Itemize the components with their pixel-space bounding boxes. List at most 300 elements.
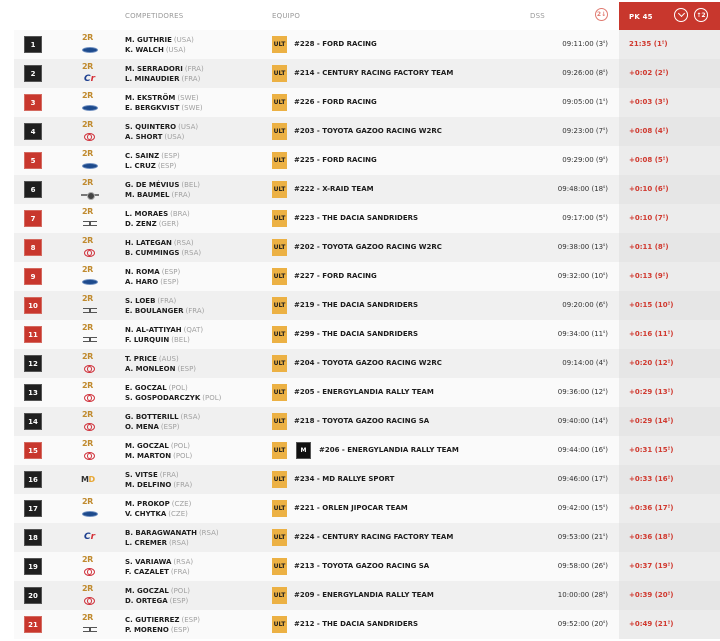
codriver-name[interactable]: S. GOSPODARCZYK — [125, 394, 201, 402]
dss-time: 09:42:00 $(15^º)$ — [557, 504, 608, 512]
stage-time: +0:15 $(10^º)$ — [629, 301, 674, 309]
codriver-name[interactable]: M. DELFINO — [125, 481, 172, 489]
position-badge: 3 — [24, 94, 42, 111]
class-badge-ult[interactable]: ULT — [272, 65, 287, 82]
dss-time: 09:53:00 $(21^º)$ — [557, 533, 608, 541]
team-name[interactable]: #214 - CENTURY RACING FACTORY TEAM — [294, 69, 454, 77]
codriver-nationality: (BEL) — [171, 336, 190, 344]
team-name[interactable]: #299 - THE DACIA SANDRIDERS — [294, 330, 419, 338]
team-name[interactable]: #221 - ORLEN JIPOCAR TEAM — [294, 504, 408, 512]
codriver-name[interactable]: A. HARO — [125, 278, 159, 286]
driver-nationality: (ESP) — [161, 268, 181, 276]
stage-time: +0:10 $(6^º)$ — [629, 185, 669, 193]
dss-time: 10:00:00 $(28^º)$ — [557, 591, 608, 599]
position-badge: 6 — [24, 181, 42, 198]
codriver-name[interactable]: E. BERGKVIST — [125, 104, 180, 112]
driver-name[interactable]: M. GOCZAL — [125, 587, 169, 595]
results-table — [14, 0, 720, 639]
class-badge-ult[interactable]: ULT — [272, 123, 287, 140]
position-badge: 4 — [24, 123, 42, 140]
dss-time: 09:14:00 $(4^º)$ — [562, 359, 608, 367]
tyre-2r-icon: 2R — [82, 207, 93, 216]
tyre-2r-icon: 2R — [82, 584, 93, 593]
header-competitors: COMPETIDORES — [125, 12, 184, 20]
driver-nationality: (CZE) — [171, 500, 192, 508]
dss-time: 09:20:00 $(6^º)$ — [562, 301, 608, 309]
codriver-nationality: (USA) — [164, 133, 185, 141]
table-row[interactable] — [14, 88, 720, 117]
driver-name[interactable]: N. AL-ATTIYAH — [125, 326, 182, 334]
codriver-name[interactable]: L. MINAUDIER — [125, 75, 180, 83]
codriver-name[interactable]: D. ZENZ — [125, 220, 157, 228]
toyota-logo-icon — [84, 133, 95, 141]
tyre-2r-icon: 2R — [82, 33, 93, 42]
driver-name[interactable]: C. SAINZ — [125, 152, 160, 160]
position-badge: 10 — [24, 297, 42, 314]
table-row[interactable] — [14, 59, 720, 88]
team-name[interactable]: #219 - THE DACIA SANDRIDERS — [294, 301, 419, 309]
mini-logo-icon — [81, 192, 99, 198]
tyre-2r-icon: 2R — [82, 323, 93, 332]
codriver-name[interactable]: A. MONLEON — [125, 365, 176, 373]
codriver-name[interactable]: B. CUMMINGS — [125, 249, 180, 257]
stage-label: PK 45 — [629, 13, 653, 21]
toyota-logo-icon — [84, 394, 95, 402]
team-name[interactable]: #227 - FORD RACING — [294, 272, 377, 280]
tyre-2r-icon: 2R — [82, 381, 93, 390]
class-badge-ult[interactable]: ULT — [272, 471, 287, 488]
dss-time: 09:58:00 $(26^º)$ — [557, 562, 608, 570]
driver-nationality: (FRA) — [184, 65, 204, 73]
crew[interactable] — [125, 35, 194, 55]
ford-logo-icon — [82, 163, 98, 169]
crew[interactable] — [125, 586, 190, 606]
codriver-nationality: (FRA) — [171, 191, 191, 199]
crew[interactable] — [125, 64, 204, 84]
stage-time: +0:02 $(2^º)$ — [629, 69, 669, 77]
stage-time: +0:36 $(18^º)$ — [629, 533, 674, 541]
class-badge-ult[interactable]: ULT — [272, 210, 287, 227]
dss-time: 09:38:00 $(13^º)$ — [557, 243, 608, 251]
driver-name[interactable]: S. VARIAWA — [125, 558, 172, 566]
car-logos — [80, 584, 100, 608]
driver-nationality: (RSA) — [180, 413, 201, 421]
codriver-name[interactable]: O. MENA — [125, 423, 159, 431]
table-row[interactable] — [14, 291, 720, 320]
car-logos — [80, 178, 100, 202]
table-row[interactable] — [14, 175, 720, 204]
driver-name[interactable]: S. QUINTERO — [125, 123, 177, 131]
car-logos — [80, 33, 100, 57]
table-header — [14, 0, 720, 30]
position-badge: 11 — [24, 326, 42, 343]
stage-column-header — [619, 2, 720, 30]
position-badge: 18 — [24, 529, 42, 546]
car-logos — [80, 91, 100, 115]
tyre-2r-icon: 2R — [82, 178, 93, 187]
position-badge: 21 — [24, 616, 42, 633]
codriver-nationality: (ESP) — [160, 278, 179, 286]
crew[interactable] — [125, 615, 200, 635]
team-name[interactable]: #212 - THE DACIA SANDRIDERS — [294, 620, 419, 628]
codriver-name[interactable]: A. SHORT — [125, 133, 163, 141]
driver-name[interactable]: M. PROKOP — [125, 500, 170, 508]
crew[interactable] — [125, 470, 192, 490]
codriver-name[interactable]: M. MARTON — [125, 452, 172, 460]
crew[interactable] — [125, 122, 198, 142]
driver-nationality: (FRA) — [159, 471, 179, 479]
dss-time: 09:48:00 $(18^º)$ — [557, 185, 608, 193]
position-badge: 8 — [24, 239, 42, 256]
class-badge-ult[interactable]: ULT — [272, 413, 287, 430]
team-name[interactable]: #203 - TOYOTA GAZOO RACING W2RC — [294, 127, 442, 135]
driver-name[interactable]: G. DE MÉVIUS — [125, 181, 180, 189]
tyre-2r-icon: 2R — [82, 149, 93, 158]
crew[interactable] — [125, 209, 190, 229]
codriver-name[interactable]: L. CREMER — [125, 539, 168, 547]
driver-name[interactable]: M. EKSTRÖM — [125, 94, 176, 102]
position-badge: 15 — [24, 442, 42, 459]
category-badge-m: M — [296, 442, 311, 459]
dacia-logo-icon — [83, 221, 97, 226]
position-badge: 16 — [24, 471, 42, 488]
car-logos — [80, 265, 100, 289]
stage-time: +0:29 $(14^º)$ — [629, 417, 674, 425]
tyre-2r-icon: 2R — [82, 265, 93, 274]
driver-name[interactable]: S. LOEB — [125, 297, 156, 305]
car-logos — [80, 613, 100, 637]
stage-time: +0:11 $(8^º)$ — [629, 243, 669, 251]
team-name[interactable]: #224 - CENTURY RACING FACTORY TEAM — [294, 533, 454, 541]
table-row[interactable] — [14, 465, 720, 494]
car-logos — [80, 294, 100, 318]
codriver-name[interactable]: F. LURQUIN — [125, 336, 170, 344]
codriver-nationality: (FRA) — [170, 568, 190, 576]
driver-nationality: (SWE) — [177, 94, 199, 102]
team-name[interactable]: #225 - FORD RACING — [294, 156, 377, 164]
team-name[interactable]: #209 - ENERGYLANDIA RALLY TEAM — [294, 591, 434, 599]
codriver-nationality: (FRA) — [173, 481, 193, 489]
driver-nationality: (BEL) — [181, 181, 200, 189]
codriver-nationality: (CZE) — [168, 510, 188, 518]
codriver-nationality: (ESP) — [157, 162, 177, 170]
position-badge: 1 — [24, 36, 42, 53]
dss-time: 09:34:00 $(11^º)$ — [557, 330, 608, 338]
driver-nationality: (RSA) — [173, 239, 194, 247]
codriver-nationality: (FRA) — [185, 307, 205, 315]
car-logos — [80, 439, 100, 463]
table-row[interactable] — [14, 552, 720, 581]
codriver-name[interactable]: D. ORTEGA — [125, 597, 168, 605]
dss-time: 09:11:00 $(3^º)$ — [562, 40, 608, 48]
driver-nationality: (USA) — [173, 36, 194, 44]
driver-name[interactable]: T. PRICE — [125, 355, 157, 363]
tyre-2r-icon: 2R — [82, 439, 93, 448]
toyota-logo-icon — [84, 249, 95, 257]
table-row[interactable] — [14, 30, 720, 59]
position-badge: 12 — [24, 355, 42, 372]
table-row[interactable] — [14, 407, 720, 436]
stage-time: +0:10 $(7^º)$ — [629, 214, 669, 222]
driver-name[interactable]: N. ROMA — [125, 268, 160, 276]
sort-numeric-down-icon[interactable]: 2↓ — [595, 8, 608, 21]
header-dss: DSS — [530, 12, 545, 20]
team-name[interactable]: #218 - TOYOTA GAZOO RACING SA — [294, 417, 430, 425]
dss-time: 09:44:00 $(16^º)$ — [557, 446, 608, 454]
stage-time: 21:35 $(1^º)$ — [629, 40, 668, 48]
crew[interactable] — [125, 499, 191, 519]
codriver-nationality: (POL) — [173, 452, 193, 460]
class-badge-ult[interactable]: ULT — [272, 384, 287, 401]
table-row[interactable] — [14, 262, 720, 291]
dacia-logo-icon — [83, 337, 97, 342]
tyre-2r-icon: 2R — [82, 410, 93, 419]
class-badge-ult[interactable]: ULT — [272, 500, 287, 517]
position-badge: 14 — [24, 413, 42, 430]
team-name[interactable]: #228 - FORD RACING — [294, 40, 377, 48]
position-badge: 9 — [24, 268, 42, 285]
driver-name[interactable]: C. GUTIERREZ — [125, 616, 180, 624]
class-badge-ult[interactable]: ULT — [272, 181, 287, 198]
dss-time: 09:05:00 $(1^º)$ — [562, 98, 608, 106]
codriver-name[interactable]: L. CRUZ — [125, 162, 156, 170]
crew[interactable] — [125, 412, 200, 432]
driver-nationality: (QAT) — [183, 326, 204, 334]
codriver-name[interactable]: E. BOULANGER — [125, 307, 184, 315]
table-row[interactable] — [14, 233, 720, 262]
table-row[interactable] — [14, 320, 720, 349]
stage-time: +0:31 $(15^º)$ — [629, 446, 674, 454]
dacia-logo-icon — [83, 627, 97, 632]
toyota-logo-icon — [84, 452, 95, 460]
crew[interactable] — [125, 238, 201, 258]
team-name[interactable]: #202 - TOYOTA GAZOO RACING W2RC — [294, 243, 442, 251]
stage-time: +0:08 $(5^º)$ — [629, 156, 669, 164]
car-logos — [80, 236, 100, 260]
toyota-logo-icon — [84, 423, 95, 431]
codriver-nationality: (RSA) — [169, 539, 189, 547]
position-badge: 7 — [24, 210, 42, 227]
table-row[interactable] — [14, 117, 720, 146]
crew[interactable] — [125, 151, 180, 171]
crew[interactable] — [125, 354, 196, 374]
driver-nationality: (BRA) — [170, 210, 190, 218]
toyota-logo-icon — [84, 365, 95, 373]
stage-time: +0:20 $(12^º)$ — [629, 359, 674, 367]
crew[interactable] — [125, 383, 221, 403]
tyre-2r-icon: 2R — [82, 497, 93, 506]
codriver-name[interactable]: M. BAUMEL — [125, 191, 170, 199]
dss-time: 09:46:00 $(17^º)$ — [557, 475, 608, 483]
car-logos — [80, 323, 100, 347]
car-logos — [80, 381, 100, 405]
tyre-2r-icon: 2R — [82, 120, 93, 129]
codriver-name[interactable]: V. CHYTKA — [125, 510, 167, 518]
dss-time: 09:40:00 $(14^º)$ — [557, 417, 608, 425]
codriver-name[interactable]: P. MORENO — [125, 626, 169, 634]
codriver-name[interactable]: F. CAZALET — [125, 568, 169, 576]
crew[interactable] — [125, 557, 193, 577]
table-row[interactable] — [14, 523, 720, 552]
driver-nationality: (ESP) — [161, 152, 180, 160]
table-row[interactable] — [14, 494, 720, 523]
ford-logo-icon — [82, 47, 98, 53]
class-badge-ult[interactable]: ULT — [272, 297, 287, 314]
driver-name[interactable]: M. GOCZAL — [125, 442, 169, 450]
position-badge: 17 — [24, 500, 42, 517]
tyre-2r-icon: 2R — [82, 62, 93, 71]
team-name[interactable]: #226 - FORD RACING — [294, 98, 377, 106]
car-logos — [80, 120, 100, 144]
ford-logo-icon — [82, 511, 98, 517]
table-row[interactable] — [14, 378, 720, 407]
driver-nationality: (AUS) — [158, 355, 179, 363]
class-badge-ult[interactable]: ULT — [272, 355, 287, 372]
driver-name[interactable]: M. GUTHRIE — [125, 36, 172, 44]
dss-time: 09:17:00 $(5^º)$ — [562, 214, 608, 222]
codriver-nationality: (ESP) — [177, 365, 197, 373]
tyre-2r-icon: 2R — [82, 236, 93, 245]
driver-nationality: (RSA) — [173, 558, 194, 566]
tyre-2r-icon: 2R — [82, 352, 93, 361]
chevron-down-icon[interactable] — [674, 8, 688, 22]
tyre-2r-icon: 2R — [82, 91, 93, 100]
header-team: EQUIPO — [272, 12, 301, 20]
codriver-nationality: (ESP) — [169, 597, 189, 605]
dacia-logo-icon — [83, 308, 97, 313]
driver-name[interactable]: L. MORAES — [125, 210, 169, 218]
driver-nationality: (FRA) — [157, 297, 177, 305]
toyota-logo-icon — [84, 597, 95, 605]
car-logos — [80, 352, 100, 376]
table-row[interactable] — [14, 204, 720, 233]
codriver-nationality: (FRA) — [181, 75, 201, 83]
crew[interactable] — [125, 267, 180, 287]
class-badge-ult[interactable]: ULT — [272, 152, 287, 169]
position-badge: 20 — [24, 587, 42, 604]
car-logos — [80, 149, 100, 173]
codriver-name[interactable]: K. WALCH — [125, 46, 164, 54]
class-badge-ult[interactable]: ULT — [272, 36, 287, 53]
class-badge-ult[interactable]: ULT — [272, 616, 287, 633]
car-logos — [80, 62, 100, 86]
team-name[interactable]: #234 - MD RALLYE SPORT — [294, 475, 395, 483]
team-name[interactable]: #205 - ENERGYLANDIA RALLY TEAM — [294, 388, 434, 396]
stage-time: +0:33 $(16^º)$ — [629, 475, 674, 483]
dss-time: 09:26:00 $(8^º)$ — [562, 69, 608, 77]
sort-order-icon[interactable]: ↑2 — [694, 8, 708, 22]
class-badge-ult[interactable]: ULT — [272, 326, 287, 343]
car-logos — [80, 468, 100, 492]
driver-name[interactable]: M. SERRADORI — [125, 65, 183, 73]
ford-logo-icon — [82, 105, 98, 111]
stage-time: +0:37 $(19^º)$ — [629, 562, 674, 570]
tyre-2r-icon: 2R — [82, 613, 93, 622]
codriver-nationality: (USA) — [165, 46, 186, 54]
crew[interactable] — [125, 441, 192, 461]
crew[interactable] — [125, 325, 203, 345]
position-badge: 5 — [24, 152, 42, 169]
class-badge-ult[interactable]: ULT — [272, 94, 287, 111]
md-rallye-logo-icon: MD — [81, 475, 95, 484]
position-badge: 13 — [24, 384, 42, 401]
stage-time: +0:03 $(3^º)$ — [629, 98, 669, 106]
crew[interactable] — [125, 180, 200, 200]
driver-nationality: (USA) — [178, 123, 199, 131]
class-badge-ult[interactable]: ULT — [272, 442, 287, 459]
position-badge: 2 — [24, 65, 42, 82]
codriver-nationality: (RSA) — [181, 249, 202, 257]
codriver-nationality: (SWE) — [181, 104, 203, 112]
crew[interactable] — [125, 528, 219, 548]
car-logos — [80, 207, 100, 231]
driver-name[interactable]: G. BOTTERILL — [125, 413, 179, 421]
codriver-nationality: (ESP) — [160, 423, 180, 431]
class-badge-ult[interactable]: ULT — [272, 558, 287, 575]
class-badge-ult[interactable]: ULT — [272, 529, 287, 546]
driver-nationality: (POL) — [170, 442, 190, 450]
stage-time: +0:16 $(11^º)$ — [629, 330, 674, 338]
stage-time: +0:49 $(21^º)$ — [629, 620, 674, 628]
driver-nationality: (POL) — [170, 587, 190, 595]
class-badge-ult[interactable]: ULT — [272, 239, 287, 256]
car-logos — [80, 497, 100, 521]
car-logos — [80, 555, 100, 579]
team-name[interactable]: #213 - TOYOTA GAZOO RACING SA — [294, 562, 430, 570]
century-logo-icon: Cr — [84, 74, 96, 84]
table-row[interactable] — [14, 349, 720, 378]
driver-name[interactable]: H. LATEGAN — [125, 239, 172, 247]
team-name[interactable]: #204 - TOYOTA GAZOO RACING W2RC — [294, 359, 442, 367]
codriver-nationality: (ESP) — [170, 626, 190, 634]
team-name[interactable]: #222 - X-RAID TEAM — [294, 185, 374, 193]
driver-nationality: (ESP) — [181, 616, 201, 624]
crew[interactable] — [125, 296, 204, 316]
team-name[interactable]: #223 - THE DACIA SANDRIDERS — [294, 214, 419, 222]
toyota-logo-icon — [84, 568, 95, 576]
dss-time: 09:29:00 $(9^º)$ — [562, 156, 608, 164]
stage-time: +0:39 $(20^º)$ — [629, 591, 674, 599]
century-logo-icon: Cr — [84, 532, 96, 542]
stage-time: +0:29 $(13^º)$ — [629, 388, 674, 396]
car-logos — [80, 410, 100, 434]
crew[interactable] — [125, 93, 203, 113]
car-logos — [80, 526, 100, 550]
table-row[interactable] — [14, 146, 720, 175]
dss-time: 09:36:00 $(12^º)$ — [557, 388, 608, 396]
table-row[interactable] — [14, 436, 720, 465]
dss-time: 09:23:00 $(7^º)$ — [562, 127, 608, 135]
table-row[interactable] — [14, 610, 720, 639]
stage-time: +0:13 $(9^º)$ — [629, 272, 669, 280]
driver-name[interactable]: E. GOCZAL — [125, 384, 167, 392]
tyre-2r-icon: 2R — [82, 555, 93, 564]
driver-name[interactable]: S. VITSE — [125, 471, 158, 479]
dss-time: 09:32:00 $(10^º)$ — [557, 272, 608, 280]
driver-name[interactable]: B. BARAGWANATH — [125, 529, 197, 537]
stage-time: +0:08 $(4^º)$ — [629, 127, 669, 135]
table-row[interactable] — [14, 581, 720, 610]
codriver-nationality: (GER) — [158, 220, 179, 228]
team-name[interactable]: #206 - ENERGYLANDIA RALLY TEAM — [319, 446, 459, 454]
dss-time: 09:52:00 $(20^º)$ — [557, 620, 608, 628]
class-badge-ult[interactable]: ULT — [272, 268, 287, 285]
class-badge-ult[interactable]: ULT — [272, 587, 287, 604]
stage-time: +0:36 $(17^º)$ — [629, 504, 674, 512]
tyre-2r-icon: 2R — [82, 294, 93, 303]
table-body — [14, 30, 720, 639]
ford-logo-icon — [82, 279, 98, 285]
